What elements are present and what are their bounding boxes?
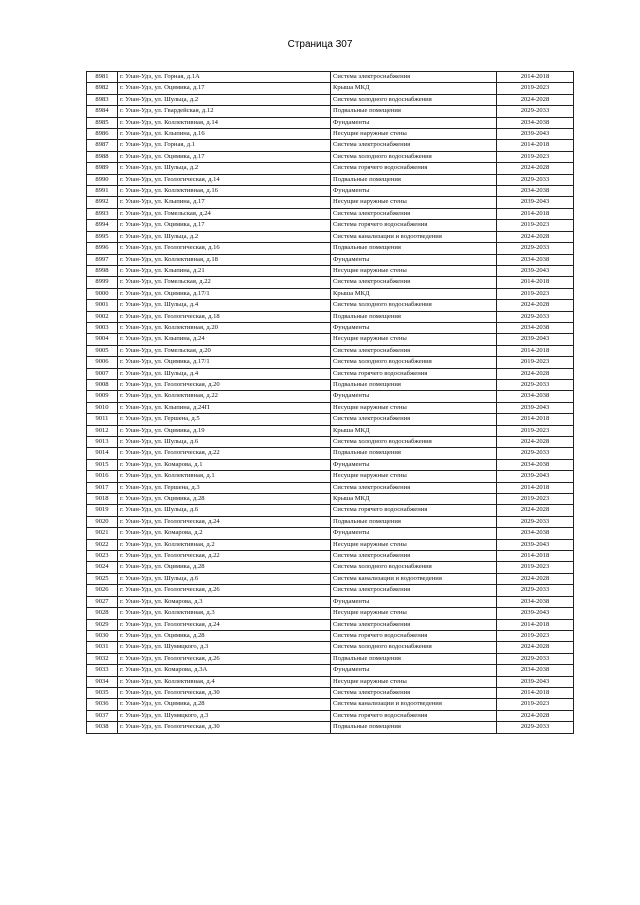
row-element: Несущие наружные стены [331,608,497,619]
row-period: 2029-2033 [497,653,574,664]
row-address: г. Улан-Удэ, ул. Геологическая, д.14 [118,174,331,185]
row-number: 9012 [87,425,118,436]
row-number: 9036 [87,699,118,710]
table-row [87,72,574,83]
row-number: 8983 [87,94,118,105]
row-address: г. Улан-Удэ, ул. Гомельская, д.22 [118,277,331,288]
table-row [87,528,574,539]
row-element: Несущие наружные стены [331,129,497,140]
row-element: Система электроснабжения [331,414,497,425]
row-number: 9031 [87,642,118,653]
row-address: г. Улан-Удэ, ул. Клыпина, д.17 [118,197,331,208]
row-element: Система канализации и водоотведения [331,699,497,710]
table-row [87,254,574,265]
row-period: 2014-2018 [497,482,574,493]
row-number: 9019 [87,505,118,516]
row-element: Подвальные помещения [331,311,497,322]
table-row [87,186,574,197]
row-address: г. Улан-Удэ, ул. Шульца, д.6 [118,505,331,516]
row-address: г. Улан-Удэ, ул. Коллективная, д.16 [118,186,331,197]
row-period: 2039-2043 [497,129,574,140]
row-number: 8986 [87,129,118,140]
row-address: г. Улан-Удэ, ул. Оцимика, д.17 [118,151,331,162]
row-address: г. Улан-Удэ, ул. Шульца, д.4 [118,300,331,311]
row-number: 9014 [87,448,118,459]
row-address: г. Улан-Удэ, ул. Гомельская, д.20 [118,345,331,356]
row-number: 8994 [87,220,118,231]
row-number: 9033 [87,665,118,676]
row-element: Система электроснабжения [331,345,497,356]
row-number: 8989 [87,163,118,174]
row-number: 9024 [87,562,118,573]
row-number: 8996 [87,243,118,254]
table-row [87,687,574,698]
table-row [87,459,574,470]
row-address: г. Улан-Удэ, ул. Геологическая, д.24 [118,619,331,630]
row-period: 2034-2038 [497,459,574,470]
row-address: г. Улан-Удэ, ул. Геологическая, д.30 [118,687,331,698]
row-address: г. Улан-Удэ, ул. Коллективная, д.14 [118,117,331,128]
table-row [87,151,574,162]
row-address: г. Улан-Удэ, ул. Оцимика, д.28 [118,562,331,573]
row-address: г. Улан-Удэ, ул. Комарова, д.2 [118,528,331,539]
row-period: 2024-2028 [497,437,574,448]
row-period: 2039-2043 [497,197,574,208]
row-address: г. Улан-Удэ, ул. Коллективная, д.3 [118,608,331,619]
row-address: г. Улан-Удэ, ул. Шульца, д.2 [118,163,331,174]
table-row [87,288,574,299]
row-period: 2029-2033 [497,722,574,733]
row-element: Система электроснабжения [331,687,497,698]
row-element: Система электроснабжения [331,208,497,219]
row-address: г. Улан-Удэ, ул. Геологическая, д.26 [118,585,331,596]
table-row [87,425,574,436]
row-element: Несущие наружные стены [331,676,497,687]
table-row [87,117,574,128]
row-number: 8997 [87,254,118,265]
row-number: 8987 [87,140,118,151]
row-number: 9015 [87,459,118,470]
table-row [87,140,574,151]
row-period: 2039-2043 [497,676,574,687]
row-element: Система холодного водоснабжения [331,437,497,448]
row-address: г. Улан-Удэ, ул. Коллективная, д.20 [118,322,331,333]
row-element: Система горячего водоснабжения [331,710,497,721]
table-row [87,243,574,254]
table-row [87,197,574,208]
table-row [87,642,574,653]
row-address: г. Улан-Удэ, ул. Шульца, д.2 [118,231,331,242]
table-row [87,665,574,676]
row-period: 2039-2043 [497,265,574,276]
row-period: 2029-2033 [497,448,574,459]
row-period: 2029-2033 [497,311,574,322]
row-period: 2024-2028 [497,505,574,516]
row-number: 8995 [87,231,118,242]
row-address: г. Улан-Удэ, ул. Гершена, д.3 [118,482,331,493]
row-address: г. Улан-Удэ, ул. Коллективная, д.4 [118,676,331,687]
row-element: Фундаменты [331,459,497,470]
row-address: г. Улан-Удэ, ул. Оцимика, д.17 [118,220,331,231]
row-number: 8982 [87,83,118,94]
row-element: Несущие наружные стены [331,539,497,550]
row-period: 2014-2018 [497,551,574,562]
table-row [87,653,574,664]
row-number: 9023 [87,551,118,562]
table-row [87,334,574,345]
row-number: 9007 [87,368,118,379]
row-element: Система холодного водоснабжения [331,94,497,105]
row-number: 9009 [87,391,118,402]
row-address: г. Улан-Удэ, ул. Гвардейская, д.12 [118,106,331,117]
row-element: Несущие наружные стены [331,471,497,482]
row-address: г. Улан-Удэ, ул. Шульца, д.2 [118,94,331,105]
row-address: г. Улан-Удэ, ул. Оцимика, д.28 [118,630,331,641]
row-period: 2024-2028 [497,163,574,174]
row-element: Фундаменты [331,117,497,128]
row-address: г. Улан-Удэ, ул. Оцимика, д.28 [118,699,331,710]
row-element: Фундаменты [331,665,497,676]
row-period: 2034-2038 [497,596,574,607]
row-address: г. Улан-Удэ, ул. Геологическая, д.20 [118,379,331,390]
row-address: г. Улан-Удэ, ул. Гершена, д.5 [118,414,331,425]
row-period: 2019-2023 [497,220,574,231]
table-row [87,573,574,584]
row-element: Система горячего водоснабжения [331,220,497,231]
row-period: 2039-2043 [497,539,574,550]
row-element: Несущие наружные стены [331,334,497,345]
row-element: Система электроснабжения [331,585,497,596]
row-period: 2024-2028 [497,300,574,311]
registry-table-body [87,72,574,734]
row-element: Крыша МКД [331,83,497,94]
table-row [87,345,574,356]
row-number: 9010 [87,402,118,413]
row-period: 2039-2043 [497,334,574,345]
row-element: Система горячего водоснабжения [331,163,497,174]
row-period: 2014-2018 [497,140,574,151]
row-element: Подвальные помещения [331,448,497,459]
row-address: г. Улан-Удэ, ул. Оцимика, д.19 [118,425,331,436]
row-number: 9030 [87,630,118,641]
row-element: Система горячего водоснабжения [331,505,497,516]
row-number: 8993 [87,208,118,219]
row-element: Система холодного водоснабжения [331,300,497,311]
row-number: 9011 [87,414,118,425]
table-row [87,494,574,505]
row-number: 8992 [87,197,118,208]
table-row [87,231,574,242]
row-number: 9038 [87,722,118,733]
page-header: Страница 307 [287,39,353,50]
row-element: Система канализации и водоотведения [331,231,497,242]
row-period: 2024-2028 [497,573,574,584]
table-row [87,630,574,641]
row-address: г. Улан-Удэ, ул. Комарова, д.3 [118,596,331,607]
row-address: г. Улан-Удэ, ул. Оцимика, д.17/1 [118,288,331,299]
row-element: Фундаменты [331,322,497,333]
row-number: 9029 [87,619,118,630]
table-row [87,265,574,276]
row-number: 8998 [87,265,118,276]
row-address: г. Улан-Удэ, ул. Гомельская, д.24 [118,208,331,219]
row-element: Система холодного водоснабжения [331,357,497,368]
row-address: г. Улан-Удэ, ул. Геологическая, д.22 [118,551,331,562]
row-address: г. Улан-Удэ, ул. Комарова, д.1 [118,459,331,470]
row-address: г. Улан-Удэ, ул. Шумяцкого, д.3 [118,642,331,653]
row-element: Подвальные помещения [331,722,497,733]
table-row [87,448,574,459]
row-number: 8990 [87,174,118,185]
row-number: 9002 [87,311,118,322]
row-period: 2014-2018 [497,687,574,698]
table-row [87,391,574,402]
row-number: 9022 [87,539,118,550]
table-row [87,379,574,390]
table-row [87,585,574,596]
row-element: Фундаменты [331,254,497,265]
table-row [87,83,574,94]
row-period: 2024-2028 [497,94,574,105]
table-row [87,482,574,493]
row-number: 8991 [87,186,118,197]
table-row [87,322,574,333]
row-element: Система электроснабжения [331,619,497,630]
row-address: г. Улан-Удэ, ул. Клыпина, д.24 [118,334,331,345]
table-row [87,505,574,516]
row-period: 2019-2023 [497,494,574,505]
row-period: 2019-2023 [497,425,574,436]
table-row [87,402,574,413]
row-element: Фундаменты [331,186,497,197]
row-address: г. Улан-Удэ, ул. Коллективная, д.2 [118,539,331,550]
row-element: Фундаменты [331,528,497,539]
row-period: 2024-2028 [497,231,574,242]
row-number: 9000 [87,288,118,299]
row-number: 8984 [87,106,118,117]
row-element: Крыша МКД [331,494,497,505]
row-period: 2034-2038 [497,391,574,402]
table-row [87,722,574,733]
row-address: г. Улан-Удэ, ул. Комарова, д.3А [118,665,331,676]
row-period: 2024-2028 [497,368,574,379]
row-address: г. Улан-Удэ, ул. Коллективная, д.22 [118,391,331,402]
table-row [87,208,574,219]
row-element: Фундаменты [331,391,497,402]
row-element: Подвальные помещения [331,653,497,664]
table-row [87,437,574,448]
row-period: 2019-2023 [497,151,574,162]
row-period: 2029-2033 [497,243,574,254]
row-number: 9034 [87,676,118,687]
row-number: 9020 [87,516,118,527]
row-element: Подвальные помещения [331,106,497,117]
row-element: Несущие наружные стены [331,402,497,413]
row-number: 9032 [87,653,118,664]
row-element: Система холодного водоснабжения [331,151,497,162]
row-element: Подвальные помещения [331,516,497,527]
row-number: 9018 [87,494,118,505]
row-period: 2039-2043 [497,471,574,482]
row-number: 9017 [87,482,118,493]
row-element: Подвальные помещения [331,379,497,390]
row-number: 8985 [87,117,118,128]
row-address: г. Улан-Удэ, ул. Оцимика, д.28 [118,494,331,505]
table-row [87,619,574,630]
row-element: Система электроснабжения [331,277,497,288]
row-element: Система горячего водоснабжения [331,368,497,379]
row-period: 2014-2018 [497,619,574,630]
row-address: г. Улан-Удэ, ул. Геологическая, д.30 [118,722,331,733]
table-row [87,277,574,288]
table-row [87,676,574,687]
row-element: Подвальные помещения [331,243,497,254]
row-element: Подвальные помещения [331,174,497,185]
table-row [87,129,574,140]
row-address: г. Улан-Удэ, ул. Горная, д.1А [118,72,331,83]
row-number: 9035 [87,687,118,698]
row-element: Система холодного водоснабжения [331,562,497,573]
table-row [87,710,574,721]
table-row [87,596,574,607]
row-number: 9001 [87,300,118,311]
row-period: 2039-2043 [497,608,574,619]
row-element: Крыша МКД [331,288,497,299]
row-element: Система электроснабжения [331,140,497,151]
row-address: г. Улан-Удэ, ул. Коллективная, д.18 [118,254,331,265]
row-address: г. Улан-Удэ, ул. Геологическая, д.22 [118,448,331,459]
row-number: 9013 [87,437,118,448]
row-period: 2019-2023 [497,630,574,641]
table-row [87,106,574,117]
row-address: г. Улан-Удэ, ул. Оцимика, д.17/1 [118,357,331,368]
row-period: 2034-2038 [497,665,574,676]
row-number: 9005 [87,345,118,356]
row-address: г. Улан-Удэ, ул. Геологическая, д.26 [118,653,331,664]
row-period: 2029-2033 [497,106,574,117]
table-row [87,608,574,619]
row-element: Система канализации и водоотведения [331,573,497,584]
table-row [87,551,574,562]
table-row [87,94,574,105]
row-period: 2029-2033 [497,585,574,596]
row-address: г. Улан-Удэ, ул. Шульца, д.6 [118,573,331,584]
row-period: 2024-2028 [497,710,574,721]
row-period: 2034-2038 [497,254,574,265]
row-address: г. Улан-Удэ, ул. Геологическая, д.24 [118,516,331,527]
row-number: 8981 [87,72,118,83]
row-address: г. Улан-Удэ, ул. Шумяцкого, д.3 [118,710,331,721]
row-number: 9008 [87,379,118,390]
table-row [87,516,574,527]
row-element: Система холодного водоснабжения [331,642,497,653]
table-row [87,220,574,231]
row-period: 2019-2023 [497,357,574,368]
row-period: 2014-2018 [497,414,574,425]
row-address: г. Улан-Удэ, ул. Клыпина, д.21 [118,265,331,276]
row-number: 9028 [87,608,118,619]
row-element: Фундаменты [331,596,497,607]
row-element: Несущие наружные стены [331,197,497,208]
registry-table [86,71,574,734]
table-row [87,163,574,174]
row-number: 9016 [87,471,118,482]
row-number: 9004 [87,334,118,345]
row-address: г. Улан-Удэ, ул. Коллективная, д.1 [118,471,331,482]
row-period: 2024-2028 [497,642,574,653]
row-element: Система электроснабжения [331,482,497,493]
row-period: 2014-2018 [497,345,574,356]
row-address: г. Улан-Удэ, ул. Горная, д.1 [118,140,331,151]
row-period: 2014-2018 [497,208,574,219]
row-number: 9026 [87,585,118,596]
row-period: 2034-2038 [497,322,574,333]
row-address: г. Улан-Удэ, ул. Клыпина, д.24П [118,402,331,413]
table-row [87,311,574,322]
row-address: г. Улан-Удэ, ул. Шульца, д.6 [118,437,331,448]
row-period: 2039-2043 [497,402,574,413]
table-row [87,300,574,311]
row-period: 2019-2023 [497,288,574,299]
row-address: г. Улан-Удэ, ул. Оцимика, д.17 [118,83,331,94]
table-row [87,414,574,425]
table-row [87,471,574,482]
row-period: 2019-2023 [497,562,574,573]
row-number: 9003 [87,322,118,333]
row-number: 9006 [87,357,118,368]
row-address: г. Улан-Удэ, ул. Геологическая, д.18 [118,311,331,322]
row-element: Крыша МКД [331,425,497,436]
row-number: 8999 [87,277,118,288]
table-row [87,699,574,710]
row-number: 9027 [87,596,118,607]
row-element: Система электроснабжения [331,551,497,562]
table-row [87,368,574,379]
row-period: 2019-2023 [497,699,574,710]
table-row [87,357,574,368]
row-address: г. Улан-Удэ, ул. Клыпина, д.16 [118,129,331,140]
row-period: 2019-2023 [497,83,574,94]
row-period: 2029-2033 [497,174,574,185]
row-period: 2034-2038 [497,186,574,197]
row-period: 2014-2018 [497,277,574,288]
row-period: 2034-2038 [497,528,574,539]
row-element: Несущие наружные стены [331,265,497,276]
row-period: 2029-2033 [497,379,574,390]
table-row [87,174,574,185]
row-number: 8988 [87,151,118,162]
row-element: Система электроснабжения [331,72,497,83]
row-number: 9037 [87,710,118,721]
row-address: г. Улан-Удэ, ул. Шульца, д.4 [118,368,331,379]
table-row [87,539,574,550]
row-number: 9025 [87,573,118,584]
row-number: 9021 [87,528,118,539]
row-element: Система горячего водоснабжения [331,630,497,641]
row-address: г. Улан-Удэ, ул. Геологическая, д.16 [118,243,331,254]
row-period: 2014-2018 [497,72,574,83]
row-period: 2029-2033 [497,516,574,527]
table-row [87,562,574,573]
row-period: 2034-2038 [497,117,574,128]
